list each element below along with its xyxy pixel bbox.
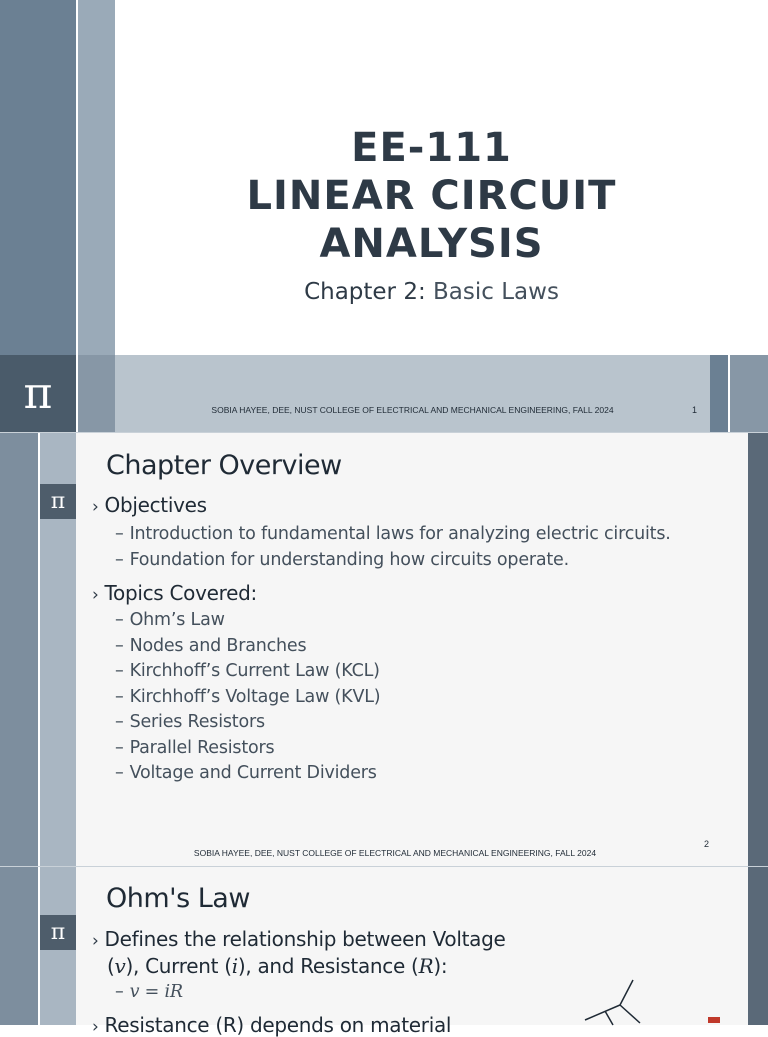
course-title-line-2: LINEAR CIRCUIT: [246, 173, 617, 219]
dash-icon: –: [115, 524, 124, 544]
list-item: – Parallel Resistors: [115, 737, 275, 758]
dash-icon: –: [115, 549, 124, 570]
dash-icon: –: [115, 763, 124, 783]
dash-icon: –: [115, 661, 124, 681]
definition-bullet: › Defines the relationship between Voltage (v), Current (i), and Resistance (R):: [92, 927, 506, 978]
objectives-bullet: [92, 493, 207, 517]
dash-icon: –: [115, 737, 124, 758]
topics-list: [115, 608, 380, 787]
slide-footer: SOBIA HAYEE, DEE, NUST COLLEGE OF ELECTRICAL AND MECHANICAL ENGINEERING, FALL 2024: [211, 405, 614, 415]
list-item: – Introduction to fundamental laws for analyzing electric circuits.: [115, 524, 671, 544]
list-item: – Ohm’s Law: [115, 610, 225, 630]
chapter-name: Basic Laws: [433, 279, 559, 305]
course-title: [115, 124, 748, 268]
dash-icon: –: [115, 610, 124, 630]
pi-icon: π: [40, 915, 76, 950]
slide-number: 1: [692, 405, 698, 415]
footer-band-left: [78, 355, 115, 432]
title-slide: [0, 0, 768, 432]
list-item: – Voltage and Current Dividers: [115, 763, 377, 783]
red-annotation-mark: [708, 1017, 720, 1023]
sketch-lines: [585, 980, 640, 1025]
chapter-label: Chapter 2:: [304, 279, 426, 305]
decor-bar-left: [0, 0, 76, 355]
course-title-line-3: ANALYSIS: [319, 221, 544, 267]
resistance-bullet: › Resistance (R) depends on material: [92, 1013, 452, 1037]
footer-band: [115, 355, 710, 432]
chevron-icon: ›: [92, 585, 99, 605]
course-title-line-1: EE-111: [351, 125, 512, 171]
decor-bar-left: [0, 867, 38, 1025]
chevron-icon: ›: [92, 931, 99, 951]
chapter-subtitle: [115, 279, 748, 305]
slide-number: 2: [704, 839, 710, 849]
slide-footer: SOBIA HAYEE, DEE, NUST COLLEGE OF ELECTRICAL AND MECHANICAL ENGINEERING, FALL 2024: [193, 848, 597, 858]
dash-icon: –: [115, 982, 124, 1002]
topics-bullet: › Topics Covered:: [92, 581, 257, 605]
list-item: – Series Resistors: [115, 712, 265, 732]
slide-heading: Chapter Overview: [106, 450, 342, 481]
resistor-sketch-diagram: [575, 975, 655, 1025]
pi-icon: π: [40, 484, 76, 519]
overview-slide: [0, 432, 768, 866]
list-item: – Kirchhoff’s Current Law (KCL): [115, 661, 380, 681]
dash-icon: –: [115, 635, 124, 656]
footer-band-right-light: [730, 355, 768, 432]
objectives-list: [115, 522, 671, 573]
objectives-label: Objectives: [104, 493, 207, 517]
decor-bar-right: [748, 867, 768, 1025]
list-item: – Nodes and Branches: [115, 635, 307, 656]
list-item: – Kirchhoff’s Voltage Law (KVL): [115, 686, 381, 707]
dash-icon: –: [115, 686, 124, 707]
pi-icon: π: [0, 355, 76, 432]
ohms-law-slide: [0, 866, 768, 1037]
topics-label: Topics Covered: [104, 581, 251, 605]
decor-bar-left: [0, 433, 38, 867]
list-item: – Foundation for understanding how circuits operate.: [115, 549, 569, 570]
footer-band-right-dark: [710, 355, 728, 432]
dash-icon: –: [115, 712, 124, 732]
chevron-icon: ›: [92, 497, 99, 517]
decor-bar-right: [748, 433, 768, 867]
ohms-law-equation: – v = iR: [115, 982, 183, 1002]
chevron-icon: ›: [92, 1017, 99, 1037]
decor-bar-left-light: [78, 0, 115, 355]
slide-heading: Ohm's Law: [106, 883, 250, 914]
